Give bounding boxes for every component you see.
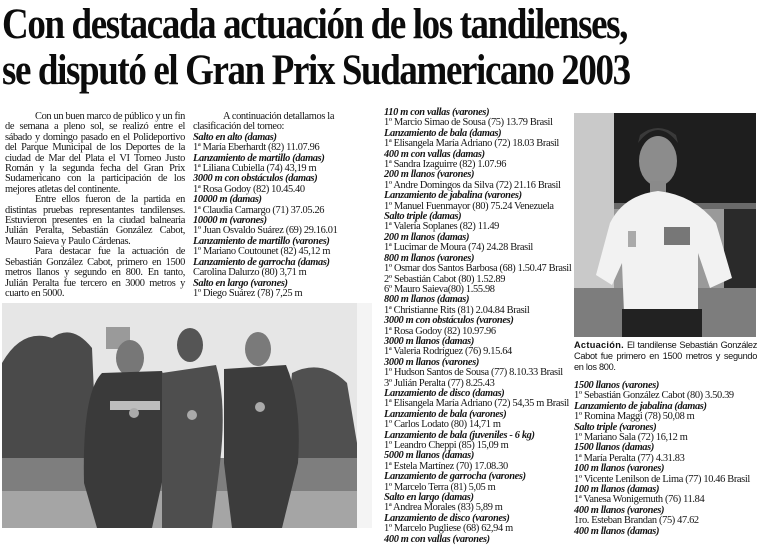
photo-caption <box>574 340 757 373</box>
result-line: 1ª Claudia Camargo (71) 37.05.26 <box>193 204 325 216</box>
results-list <box>193 133 375 300</box>
event-heading: Lanzamiento de bala (damas) <box>384 127 502 139</box>
event-heading: Lanzamiento de garrocha (damas) <box>193 256 330 268</box>
event-heading: Salto triple (damas) <box>384 211 462 223</box>
event-heading: Lanzamiento de martillo (varones) <box>193 235 330 247</box>
headline-line-1: Con destacada actuación de los tandilenses, <box>2 1 628 48</box>
event-heading: 800 m llanos (varones) <box>384 252 475 264</box>
result-line: 1ª María Peralta (77) 4.31.83 <box>574 452 685 464</box>
event-heading: Lanzamiento de bala (varones) <box>384 408 507 420</box>
result-line: 1º Vicente Lenilson de Lima (77) 10.46 Brasil <box>574 473 750 485</box>
result-line: 1º Marcelo Terra (81) 5,05 m <box>384 481 496 493</box>
results-column-4 <box>574 381 762 537</box>
result-line: 1ª Rosa Godoy (82) 10.97.96 <box>384 325 496 337</box>
results-list <box>384 108 570 545</box>
result-line: 1º Sebastián González Cabot (80) 3.50.39 <box>574 390 734 402</box>
results-column-2 <box>193 112 375 299</box>
result-line: 6º Mauro Saieva(80) 1.55.98 <box>384 283 495 295</box>
body-paragraph: Entre ellos fueron de la partida en distintas pruebas representantes tandilenses. Estuvieron presentes en la ciudad balnearia Julián Peralta, Sebastián González Cabot, Mauro Saieva y Paulo Cárdenas. <box>5 194 185 247</box>
result-line: 1º Leandro Cheppi (85) 15,09 m <box>384 440 509 451</box>
result-line: 1ª Valeria Soplanes (82) 11.49 <box>384 221 500 233</box>
event-heading: Salto en largo (varones) <box>193 277 288 289</box>
event-heading: 100 m llanos (damas) <box>574 484 660 496</box>
event-heading: Lanzamiento de disco (damas) <box>384 387 505 399</box>
event-heading: Lanzamiento de disco (varones) <box>384 512 510 524</box>
result-line: 1ª Elisangela María Adriano (72) 18.03 Brasil <box>384 138 559 150</box>
portrait-photo <box>574 113 756 337</box>
event-heading: Salto en alto (damas) <box>193 131 277 143</box>
results-list <box>574 381 762 537</box>
result-line: 1º Mariano Coutounet (82) 45,12 m <box>193 246 331 258</box>
result-line: 1º Marcio Simao de Sousa (75) 13.79 Brasil <box>384 117 553 129</box>
result-line: 1ª Rosa Godoy (82) 10.45.40 <box>193 183 305 195</box>
result-line: 1ª Sandra Izaguirre (82) 1.07.96 <box>384 159 507 171</box>
result-line: Carolina Dalurzo (80) 3,71 m <box>193 267 307 279</box>
event-heading: 400 m llanos (damas) <box>574 525 660 537</box>
event-heading: 100 m llanos (varones) <box>574 463 665 475</box>
event-heading: Salto en largo (damas) <box>384 492 474 504</box>
caption-lead: Actuación. <box>574 340 624 350</box>
result-line: 3º Julián Peralta (77) 8.25.43 <box>384 377 495 389</box>
result-line: 1º Andre Domingos da Silva (72) 21.16 Brasil <box>384 179 561 191</box>
event-heading: Lanzamiento de bala (juveniles - 6 kg) <box>384 429 535 441</box>
result-line: 1ª Andrea Morales (83) 5,89 m <box>384 502 503 514</box>
caption-text: El tandilense Sebastián González Cabot fue primero en 1500 metros y segundo en los 800. <box>574 340 757 372</box>
results-intro: A continuación detallamos la clasificación del torneo: <box>193 111 335 133</box>
result-line: 1º Diego Suárez (78) 7,25 m <box>193 287 303 299</box>
body-paragraph: Con un buen marco de público y un fin de semana a pleno sol, se realizó entre el sábado y domingo pasado en el Polideportivo del Parque Municipal de los Deportes de la ciudad de Mar del Plata el VI Torneo Justo Román y la segunda fecha del Gran Prix Sudamericano con la participación de los mejores atletas del continente. <box>5 111 185 195</box>
event-heading: 400 m con vallas (varones) <box>384 533 490 545</box>
result-line: 1º Hudson Santos de Sousa (77) 8.10.33 Brasil <box>384 367 563 379</box>
results-column-3 <box>384 108 570 545</box>
event-heading: 200 m llanos (damas) <box>384 231 470 243</box>
event-heading: Lanzamiento de garrocha (varones) <box>384 471 526 483</box>
event-heading: Salto triple (varones) <box>574 421 657 433</box>
result-line: 1ª Lucimar de Moura (74) 24.28 Brasil <box>384 242 533 254</box>
event-heading: 1500 llanos (varones) <box>574 380 660 391</box>
result-line: 1º Marcelo Pugliese (68) 62,94 m <box>384 523 513 535</box>
result-line: 1ª Liliana Cubiella (74) 43,19 m <box>193 163 317 175</box>
event-heading: 400 m llanos (varones) <box>574 504 665 516</box>
result-line: 1ª Valeria Rodríguez (76) 9.15.64 <box>384 346 512 358</box>
event-heading: 3000 m con obstáculos (varones) <box>384 315 514 327</box>
event-heading: 10000 m (varones) <box>193 215 267 227</box>
event-heading: 800 m llanos (damas) <box>384 294 470 306</box>
result-line: 2º Sebastián Cabot (80) 1.52.89 <box>384 273 506 285</box>
event-heading: 400 m con vallas (damas) <box>384 148 485 160</box>
event-heading: 1500 llanos (damas) <box>574 442 654 454</box>
result-line: 1º Manuel Fuenmayor (80) 75.24 Venezuela <box>384 200 554 212</box>
event-heading: Lanzamiento de jabalina (varones) <box>384 190 522 202</box>
result-line: 1ª Christianne Rits (81) 2.04.84 Brasil <box>384 304 530 316</box>
result-line: 1º Osmar dos Santos Barbosa (68) 1.50.47 Brasil <box>384 263 572 275</box>
result-line: 1º Juan Osvaldo Suárez (69) 29.16.01 <box>193 225 338 237</box>
event-heading: 200 m llanos (varones) <box>384 169 475 181</box>
podium-photo <box>2 303 372 528</box>
event-heading: 10000 m (damas) <box>193 194 262 206</box>
event-heading: 3000 m llanos (damas) <box>384 335 474 347</box>
result-line: 1ª María Eberhardt (82) 11.07.96 <box>193 142 320 154</box>
event-heading: 3000 m llanos (varones) <box>384 356 479 368</box>
headline <box>2 2 656 94</box>
result-line: 1ro. Esteban Brandan (75) 47.62 <box>574 515 699 527</box>
result-line: 1ª Estela Martínez (70) 17.08.30 <box>384 460 508 472</box>
result-line: 1º Carlos Lodato (80) 14,71 m <box>384 419 501 431</box>
article-body <box>5 112 185 299</box>
event-heading: 5000 m llanos (damas) <box>384 450 474 462</box>
headline-line-2: se disputó el Gran Prix Sudamericano 2003 <box>2 47 630 94</box>
result-line: 1ª Elisangela María Adriano (72) 54,35 m Brasil <box>384 398 569 410</box>
event-heading: 110 m con vallas (varones) <box>384 107 490 118</box>
body-paragraph: Para destacar fue la actuación de Sebastián González Cabot, primero en 1500 metros llanos y segundo en 800. En tanto, Julián Peralta fue tercero en 3000 metros y cuarto en 5000. <box>5 246 185 299</box>
event-heading: Lanzamiento de martillo (damas) <box>193 152 325 164</box>
result-line: 1º Romina Maggi (78) 50,08 m <box>574 411 695 423</box>
event-heading: Lanzamiento de jabalina (damas) <box>574 400 707 412</box>
result-line: 1ª Vanesa Wonigemuth (76) 11.84 <box>574 494 705 506</box>
result-line: 1º Mariano Sala (72) 16,12 m <box>574 432 688 444</box>
event-heading: 3000 m con obstáculos (damas) <box>193 173 318 185</box>
